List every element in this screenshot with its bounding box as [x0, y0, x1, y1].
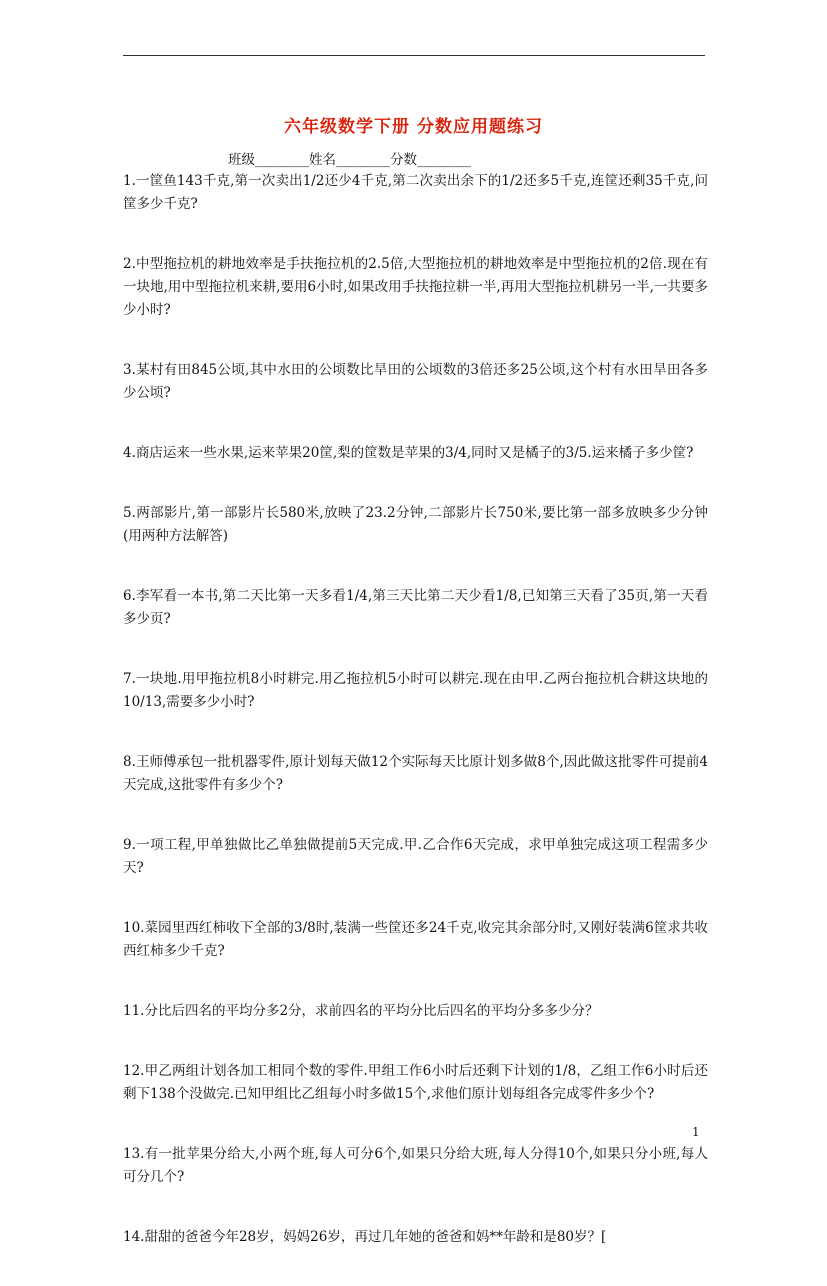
question-12: 12.甲乙两组计划各加工相同个数的零件.甲组工作6小时后还剩下计划的1/8，乙组工作6小时后还剩下138个没做完.已知甲组比乙组每小时多做15个,求他们原计划每组各完成零件多少个? — [123, 1063, 708, 1102]
question-14: 14.甜甜的爸爸今年28岁，妈妈26岁，再过几年她的爸爸和妈**年龄和是80岁？[ — [123, 1229, 607, 1245]
question-13: 13.有一批苹果分给大,小两个班,每人可分6个,如果只分给大班,每人分得10个,如果只分小班,每人可分几个? — [123, 1146, 708, 1185]
question-9: 9.一项工程,甲单独做比乙单独做提前5天完成.甲.乙合作6天完成，求甲单独完成这项工程需多少天? — [123, 837, 708, 876]
question-11: 11.分比后四名的平均分多2分，求前四名的平均分比后四名的平均分多多少分？ — [123, 1003, 599, 1019]
question-7: 7.一块地.用甲拖拉机8小时耕完.用乙拖拉机5小时可以耕完.现在由甲.乙两台拖拉机合耕这块地的10/13,需要多少小时? — [123, 671, 708, 710]
question-10: 10.菜园里西红柿收下全部的3/8时,装满一些筐还多24千克,收完其余部分时,又刚好装满6筐求共收西红柿多少千克? — [123, 920, 708, 959]
question-5: 5.两部影片,第一部影片长580米,放映了23.2分钟,二部影片长750米,要比第一部多放映多少分钟(用两种方法解答) — [123, 505, 708, 544]
student-info-line: 班级________姓名________分数________ — [228, 152, 471, 168]
question-3: 3.某村有田845公顷,其中水田的公顷数比旱田的公顷数的3倍还多25公顷,这个村有水田旱田各多少公顷? — [123, 362, 708, 401]
question-6: 6.李军看一本书,第二天比第一天多看1/4,第三天比第二天少看1/8,已知第三天看了35页,第一天看多少页? — [123, 588, 708, 627]
question-list — [123, 170, 708, 1286]
question-2: 2.中型拖拉机的耕地效率是手扶拖拉机的2.5倍,大型拖拉机的耕地效率是中型拖拉机的2倍.现在有一块地,用中型拖拉机来耕,要用6小时,如果改用手扶拖拉耕一半,再用大型拖拉机耕另一半,一共要多少小时? — [123, 256, 708, 318]
question-4: 4.商店运来一些水果,运来苹果20筐,梨的筐数是苹果的3/4,同时又是橘子的3/5.运来橘子多少筐? — [123, 445, 694, 461]
page-number: 1 — [692, 1125, 700, 1139]
question-8: 8.王师傅承包一批机器零件,原计划每天做12个实际每天比原计划多做8个,因此做这批零件可提前4天完成,这批零件有多少个? — [123, 754, 708, 793]
header-rule — [123, 55, 705, 56]
question-1: 1.一筐鱼143千克,第一次卖出1/2还少4千克,第二次卖出余下的1/2还多5千克,连筐还剩35千克,问筐多少千克? — [123, 173, 708, 212]
page-title: 六年级数学下册 分数应用题练习 — [284, 117, 543, 137]
